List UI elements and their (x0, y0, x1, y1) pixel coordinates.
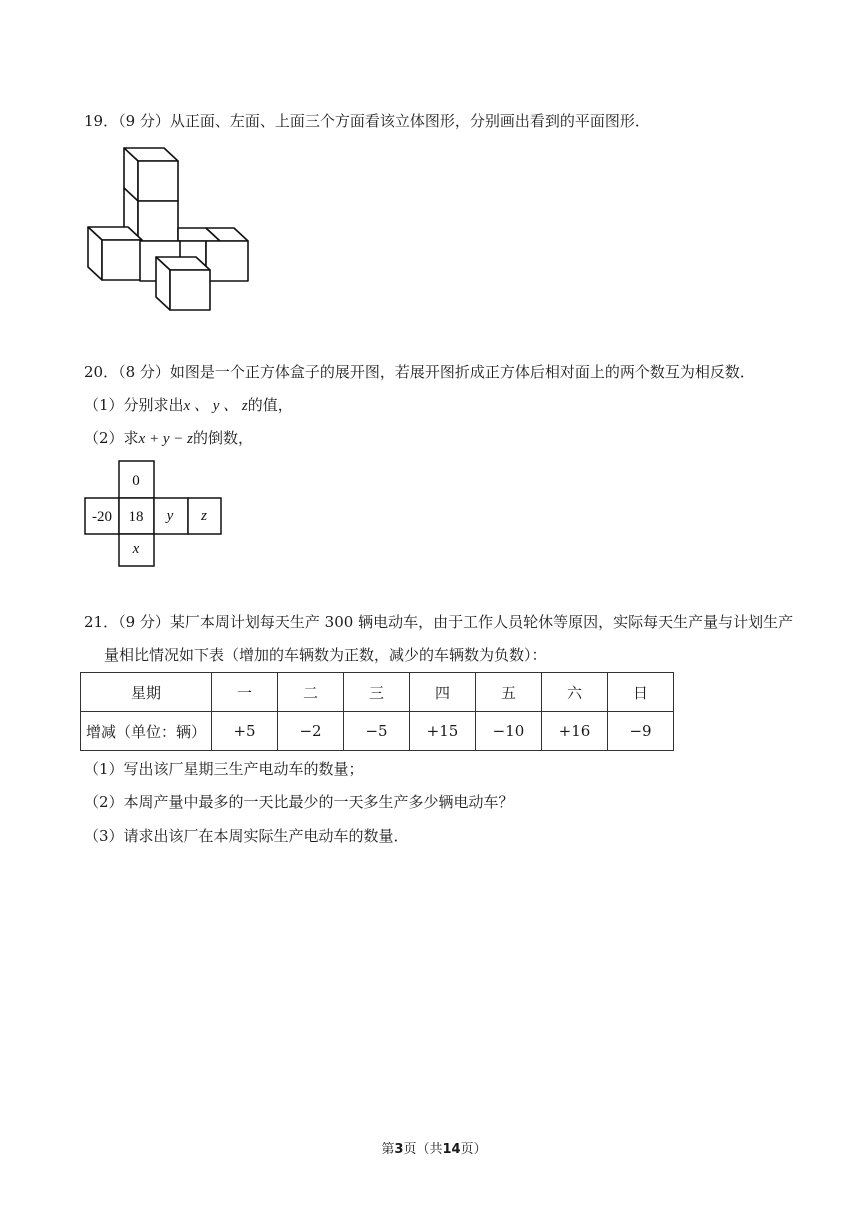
q20-sub2-suffix: 的倒数， (192, 429, 253, 447)
table-change-cell: −9 (608, 712, 674, 751)
net-label-right1: y (166, 508, 174, 524)
footer-prefix: 第 (381, 1142, 395, 1157)
table-change-cell: +15 (410, 712, 476, 751)
cube-net-figure (84, 459, 224, 569)
footer-page-number: 3 (394, 1142, 404, 1157)
net-label-left: -20 (92, 509, 112, 525)
table-change-cell: −10 (476, 712, 542, 751)
q21-sub2: （2）本周产量中最多的一天比最少的一天多生产多少辆电动车？ (84, 793, 514, 811)
table-day-cell: 四 (410, 673, 476, 712)
cube-stack-figure (84, 143, 254, 315)
table-row-label: 增减（单位：辆） (81, 712, 212, 751)
q20-sub2 (84, 428, 253, 449)
right-cube-2-front-face (206, 241, 248, 281)
table-day-cell: 六 (542, 673, 608, 712)
table-change-cell: −2 (278, 712, 344, 751)
table-change-cell: −5 (344, 712, 410, 751)
q21-sub3: （3）请求出该厂在本周实际生产电动车的数量． (84, 827, 409, 845)
net-label-top: 0 (132, 473, 140, 489)
footer-total-pages: 14 (442, 1142, 461, 1157)
left-cube-front-face (102, 240, 142, 280)
table-day-cell: 日 (608, 673, 674, 712)
net-label-bottom: x (132, 541, 140, 557)
q20-sub1-suffix: 的值， (247, 396, 293, 414)
q20-sub2-prefix: （2）求 (84, 429, 139, 447)
footer-suffix: 页） (460, 1142, 487, 1157)
production-change-table (80, 672, 674, 751)
table-day-cell: 一 (212, 673, 278, 712)
tower-mid-cube-front-face (138, 201, 178, 241)
net-label-center: 18 (128, 509, 144, 525)
footer-middle: 页（共 (403, 1142, 443, 1157)
table-change-cell: +16 (542, 712, 608, 751)
front-cube-front-face (170, 270, 210, 310)
q21-sub1: （1）写出该厂星期三生产电动车的数量； (84, 760, 364, 778)
q20-sub2-expr: x + y − z (138, 431, 193, 447)
q20-sub1-vars: x 、 y 、 z (183, 398, 248, 414)
q20-text: 20．（8 分）如图是一个正方体盒子的展开图，若展开图折成正方体后相对面上的两个数互为相反数． (84, 363, 755, 381)
table-header-row (81, 673, 674, 712)
net-label-right2: z (201, 508, 207, 524)
table-header-label: 星期 (81, 673, 212, 712)
table-day-cell: 三 (344, 673, 410, 712)
table-day-cell: 五 (476, 673, 542, 712)
table-change-row (81, 712, 674, 751)
table-change-cell: +5 (212, 712, 278, 751)
q19-text: 19．（9 分）从正面、左面、上面三个方面看该立体图形，分别画出看到的平面图形． (84, 112, 650, 130)
tower-top-cube-front-face (138, 161, 178, 201)
table-day-cell: 二 (278, 673, 344, 712)
q20-sub1 (84, 395, 293, 416)
q21-text-line1: 21．（9 分）某厂本周计划每天生产 300 辆电动车，由于工作人员轮休等原因，实际每天生产量与计划生产 (84, 613, 794, 631)
q21-text-line2: 量相比情况如下表（增加的车辆数为正数，减少的车辆数为负数）： (104, 646, 547, 664)
q20-sub1-prefix: （1）分别求出 (84, 396, 184, 414)
page-footer (0, 1138, 868, 1157)
